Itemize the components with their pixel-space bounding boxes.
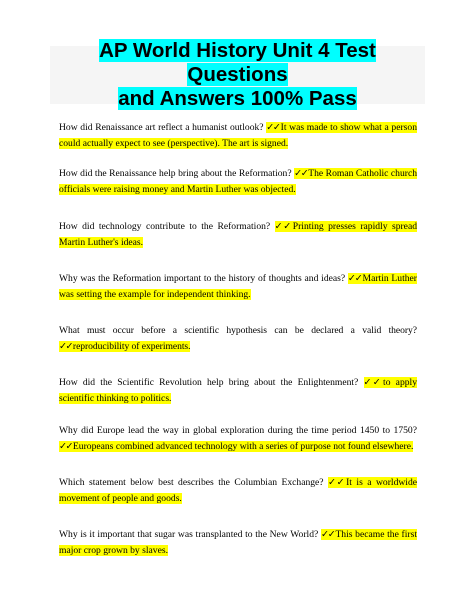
answer-text: It is a worldwide movement of people and goods. <box>59 477 418 504</box>
double-check-icon: ✓✓ <box>59 440 72 452</box>
question-text: Why was the Reformation important to the history of thoughts and ideas? <box>59 273 346 284</box>
document-title <box>50 39 425 111</box>
qa-item <box>59 166 417 197</box>
qa-item <box>59 423 417 454</box>
qa-item <box>59 271 417 302</box>
question-text: How did the Renaissance help bring about the Reformation? <box>59 168 292 179</box>
question-text: How did Renaissance art reflect a humanist outlook? <box>59 122 264 133</box>
question-text: What must occur before a scientific hypothesis can be declared a valid theory? <box>59 325 417 336</box>
answer <box>59 341 190 352</box>
qa-item <box>59 120 417 151</box>
answer-text: Printing presses rapidly spread Martin Luther's ideas. <box>59 221 417 248</box>
double-check-icon: ✓✓ <box>294 168 308 179</box>
question-text: Why did Europe lead the way in global exploration during the time period 1450 to 1750? <box>59 425 417 436</box>
answer-text: The Roman Catholic church officials were raising money and Martin Luther was objected. <box>59 168 418 195</box>
answer-text: This became the first major crop grown by slaves. <box>59 529 417 556</box>
answer-text: Martin Luther was setting the example for independent thinking. <box>59 273 417 300</box>
double-check-icon: ✓✓ <box>363 377 383 388</box>
title-block <box>50 39 425 110</box>
title-line-2: and Answers 100% Pass <box>118 87 357 110</box>
question-text: How did technology contribute to the Reformation? <box>59 221 271 232</box>
qa-item <box>59 375 417 406</box>
qa-item <box>59 323 417 354</box>
answer-text: reproducibility of experiments. <box>72 340 191 352</box>
double-check-icon: ✓✓ <box>347 273 362 284</box>
double-check-icon: ✓✓ <box>59 340 72 352</box>
answer-text: Europeans combined advanced technology with a series of purpose not found elsewhere. <box>72 440 414 452</box>
title-line-1: AP World History Unit 4 Test Questions <box>99 39 376 86</box>
answer-text: It was made to show what a person could actually expect to see (perspective). The art is signed. <box>59 122 417 149</box>
question-text: Why is it important that sugar was transplanted to the New World? <box>59 529 319 540</box>
qa-item <box>59 475 417 506</box>
double-check-icon: ✓✓ <box>274 221 292 232</box>
double-check-icon: ✓✓ <box>320 529 335 540</box>
double-check-icon: ✓✓ <box>328 477 346 488</box>
question-text: How did the Scientific Revolution help bring about the Enlightenment? <box>59 377 359 388</box>
answer <box>59 441 413 452</box>
qa-item <box>59 219 417 250</box>
question-text: Which statement below best describes the Columbian Exchange? <box>59 477 324 488</box>
answer-text: to apply scientific thinking to politics. <box>59 377 417 404</box>
double-check-icon: ✓✓ <box>266 122 280 133</box>
qa-item <box>59 527 417 558</box>
